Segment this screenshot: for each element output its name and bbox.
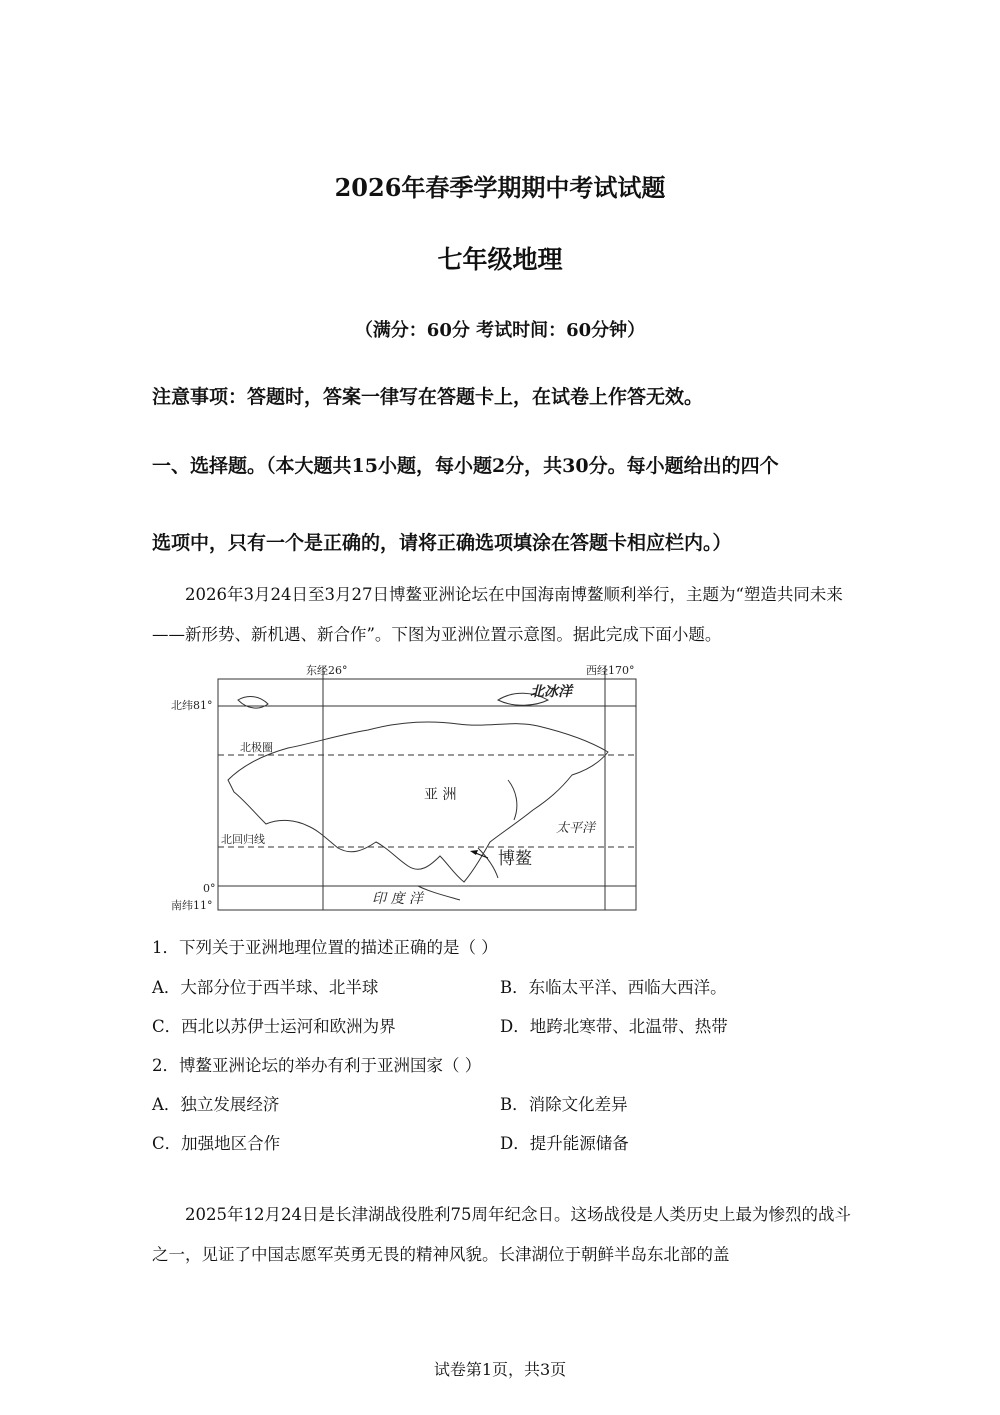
- map-label-equator: 0°: [203, 882, 216, 895]
- passage-2: 2025年12月24日是长津湖战役胜利75周年纪念日。这场战役是人类历史上最为惨烈的战斗之一，见证了中国志愿军英勇无畏的精神风貌。长津湖位于朝鲜半岛东北部的盖: [152, 1205, 851, 1264]
- notice: 注意事项：答题时，答案一律写在答题卡上，在试卷上作答无效。: [152, 386, 704, 408]
- map-label-pacific: 太平洋: [556, 821, 596, 836]
- map-label-arctic-circle: 北极圈: [240, 741, 273, 754]
- question-2-option-b: B．消除文化差异: [500, 1095, 628, 1114]
- question-2-stem: 2．博鳌亚洲论坛的举办有利于亚洲国家（ ）: [152, 1056, 482, 1075]
- map-label-west170: 西经170°: [586, 664, 635, 677]
- map-label-tropic: 北回归线: [221, 833, 265, 846]
- asia-location-map: [168, 660, 642, 912]
- passage-1: 2026年3月24日至3月27日博鳌亚洲论坛在中国海南博鳌顺利举行，主题为“塑造共同未来——新形势、新机遇、新合作”。下图为亚洲位置示意图。据此完成下面小题。: [152, 585, 843, 644]
- question-1-stem: 1．下列关于亚洲地理位置的描述正确的是（ ）: [152, 938, 498, 957]
- exam-title: 2026年春季学期期中考试试题: [334, 173, 666, 202]
- map-label-boao: 博鳌: [498, 849, 532, 869]
- map-label-arctic-ocean: 北冰洋: [530, 684, 572, 700]
- question-1-option-d: D．地跨北寒带、北温带、热带: [500, 1017, 728, 1036]
- question-1-option-c: C．西北以苏伊士运河和欧洲为界: [152, 1017, 396, 1036]
- map-label-s11: 南纬11°: [171, 899, 213, 912]
- map-label-n81: 北纬81°: [171, 699, 213, 712]
- question-2-option-c: C．加强地区合作: [152, 1134, 281, 1153]
- section-heading-line1: 一、选择题。（本大题共15小题，每小题2分，共30分。每小题给出的四个: [152, 455, 779, 477]
- exam-meta: （满分：60分 考试时间：60分钟）: [354, 320, 646, 341]
- question-2-option-d: D．提升能源储备: [500, 1134, 629, 1153]
- question-2-option-a: A．独立发展经济: [152, 1095, 280, 1114]
- exam-subject: 七年级地理: [437, 245, 563, 274]
- map-label-asia: 亚 洲: [424, 787, 457, 803]
- question-1-option-a: A．大部分位于西半球、北半球: [152, 978, 379, 997]
- question-1-option-b: B．东临太平洋、西临大西洋。: [500, 978, 727, 997]
- map-label-indian: 印 度 洋: [372, 891, 423, 907]
- map-label-east26: 东经26°: [306, 664, 348, 677]
- section-heading-line2: 选项中，只有一个是正确的，请将正确选项填涂在答题卡相应栏内。）: [152, 532, 732, 554]
- page-footer: 试卷第1页，共3页: [433, 1360, 567, 1379]
